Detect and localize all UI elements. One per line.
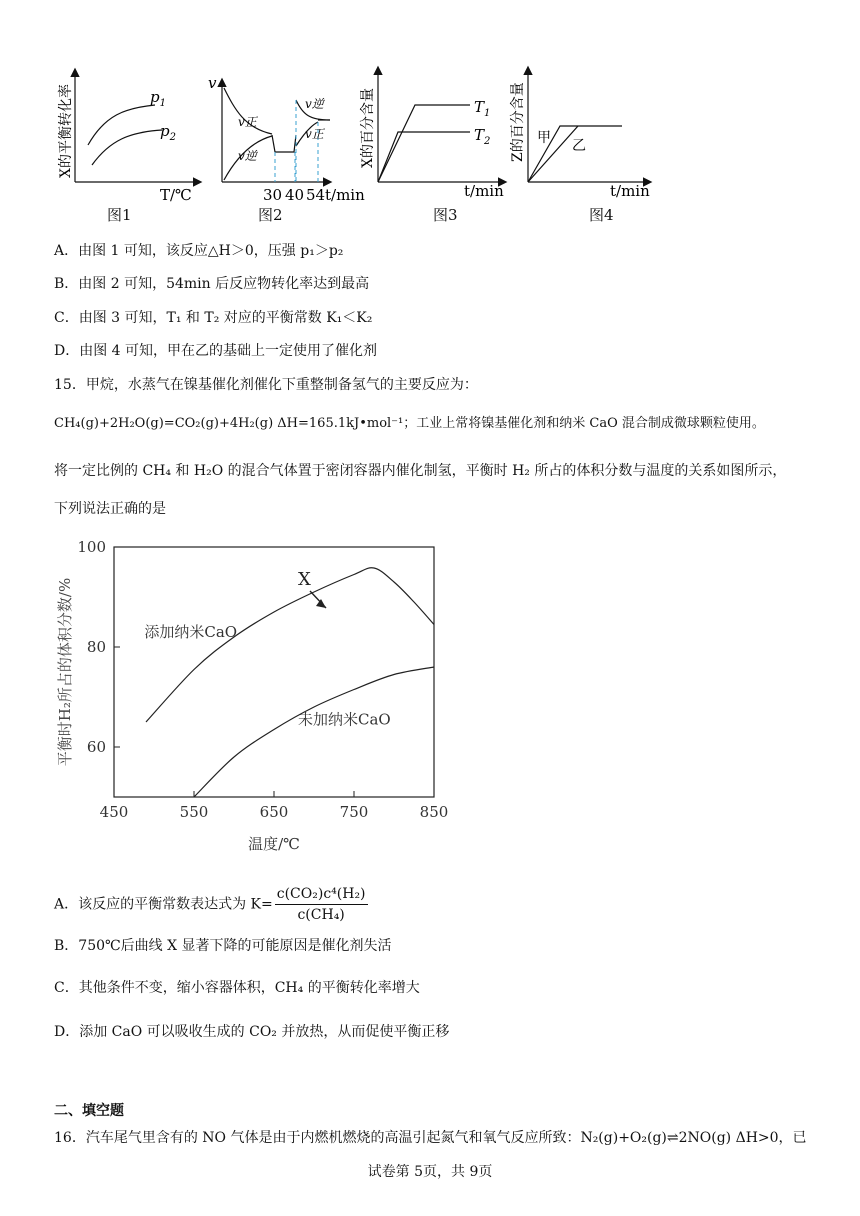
q15-option-a — [54, 884, 368, 925]
x-tick-label: 750 — [339, 803, 369, 821]
x-tick-label: 550 — [179, 803, 209, 821]
fig2-ylabel: v — [208, 74, 217, 92]
figure-2 — [208, 74, 365, 204]
y-tick-label: 60 — [86, 738, 106, 756]
fig1-xlabel: T/℃ — [160, 186, 192, 204]
x-tick-label: 650 — [259, 803, 289, 821]
page-footer: 试卷第 5页，共 9页 — [367, 1164, 493, 1180]
q15-option-a-prefix: A．该反应的平衡常数表达式为 K= — [54, 896, 273, 913]
fig3-xlabel: t/min — [464, 182, 504, 200]
fig3-ylabel: X的百分含量 — [360, 88, 376, 168]
x-tick-label: 850 — [419, 803, 449, 821]
fig2-tick-40: 40 — [285, 186, 305, 204]
fig3-t2: $T_2$ — [474, 126, 491, 147]
fig2-tick-30: 30 — [263, 186, 283, 204]
q15-option-b: B．750℃后曲线 X 显著下降的可能原因是催化剂失活 — [54, 938, 392, 954]
section-title: 二、填空题 — [54, 1103, 124, 1119]
fig4-jia: 甲 — [537, 130, 551, 146]
y-axis-label: 平衡时H₂所占的体积分数/% — [56, 577, 74, 767]
x-tick-label: 450 — [99, 803, 129, 821]
fig2-vni: v逆 — [238, 149, 257, 163]
fig4-ylabel: Z的百分含量 — [510, 82, 526, 162]
fraction-denominator: c(CH₄) — [297, 907, 345, 923]
fig2-tick-54: 54 — [306, 186, 326, 204]
fig1-ylabel: X的平衡转化率 — [58, 84, 74, 178]
annotation-x-label: X — [298, 569, 311, 590]
h2-fraction-chart — [50, 535, 460, 855]
fig4-caption: 图4 — [589, 206, 614, 224]
fig1-caption: 图1 — [107, 206, 132, 224]
q14-option-a: A．由图 1 可知，该反应△H＞0，压强 p₁＞p₂ — [54, 243, 344, 259]
q15-stem-4: 下列说法正确的是 — [54, 501, 166, 517]
y-tick-label: 80 — [86, 638, 106, 656]
q15-stem-3: 将一定比例的 CH₄ 和 H₂O 的混合气体置于密闭容器内催化制氢，平衡时 H₂ 所占的体积分数与温度的关系如图所示， — [54, 463, 787, 479]
q15-stem-1: 15．甲烷，水蒸气在镍基催化剂催化下重整制备氢气的主要反应为： — [54, 377, 478, 393]
fig2-vzheng2: v正 — [305, 127, 324, 141]
fig4-xlabel: t/min — [610, 182, 650, 200]
fig1-p2: $p_2$ — [160, 122, 176, 143]
plot-frame — [114, 547, 434, 797]
q15-stem-2: CH₄(g)+2H₂O(g)=CO₂(g)+4H₂(g) ΔH=165.1kJ•mol⁻¹；工业上常将镍基催化剂和纳米 CaO 混合制成微球颗粒使用。 — [54, 416, 765, 431]
label-without-cao: 未加纳米CaO — [298, 710, 391, 729]
q15-option-c: C．其他条件不变，缩小容器体积，CH₄ 的平衡转化率增大 — [54, 980, 420, 996]
fig3-t1: $T_1$ — [474, 98, 491, 119]
annotation-arrowhead — [316, 599, 326, 608]
fig2-vzheng: v正 — [238, 115, 257, 129]
q14-option-c: C．由图 3 可知，T₁ 和 T₂ 对应的平衡常数 K₁＜K₂ — [54, 310, 373, 326]
x-axis-label: 温度/℃ — [248, 835, 300, 853]
y-tick-label: 100 — [77, 538, 106, 556]
fig2-caption: 图2 — [258, 206, 283, 224]
fig1-p1: $p_1$ — [150, 88, 166, 109]
fig3-caption: 图3 — [433, 206, 458, 224]
q14-option-d: D．由图 4 可知，甲在乙的基础上一定使用了催化剂 — [54, 343, 378, 359]
q16-text: 16．汽车尾气里含有的 NO 气体是由于内燃机燃烧的高温引起氮气和氧气反应所致：N₂(g)+O₂(g)⇌2NO(g) ΔH>0，已 — [54, 1130, 807, 1146]
fig2-xlabel: t/min — [325, 186, 365, 204]
figure-1 — [58, 70, 200, 204]
fraction-numerator: c(CO₂)c⁴(H₂) — [275, 884, 368, 905]
q15-option-d: D．添加 CaO 可以吸收生成的 CO₂ 并放热，从而促使平衡正移 — [54, 1024, 450, 1040]
label-with-cao: 添加纳米CaO — [144, 623, 238, 641]
equilibrium-constant-fraction — [275, 884, 368, 925]
figure-4 — [510, 68, 650, 200]
q14-option-b: B．由图 2 可知，54min 后反应物转化率达到最高 — [54, 276, 370, 292]
fig4-yi: 乙 — [572, 138, 586, 154]
figure-3 — [360, 68, 505, 200]
series-line-1 — [146, 568, 434, 722]
series-line-2 — [194, 667, 434, 797]
fig2-vni2: v逆 — [305, 97, 324, 111]
